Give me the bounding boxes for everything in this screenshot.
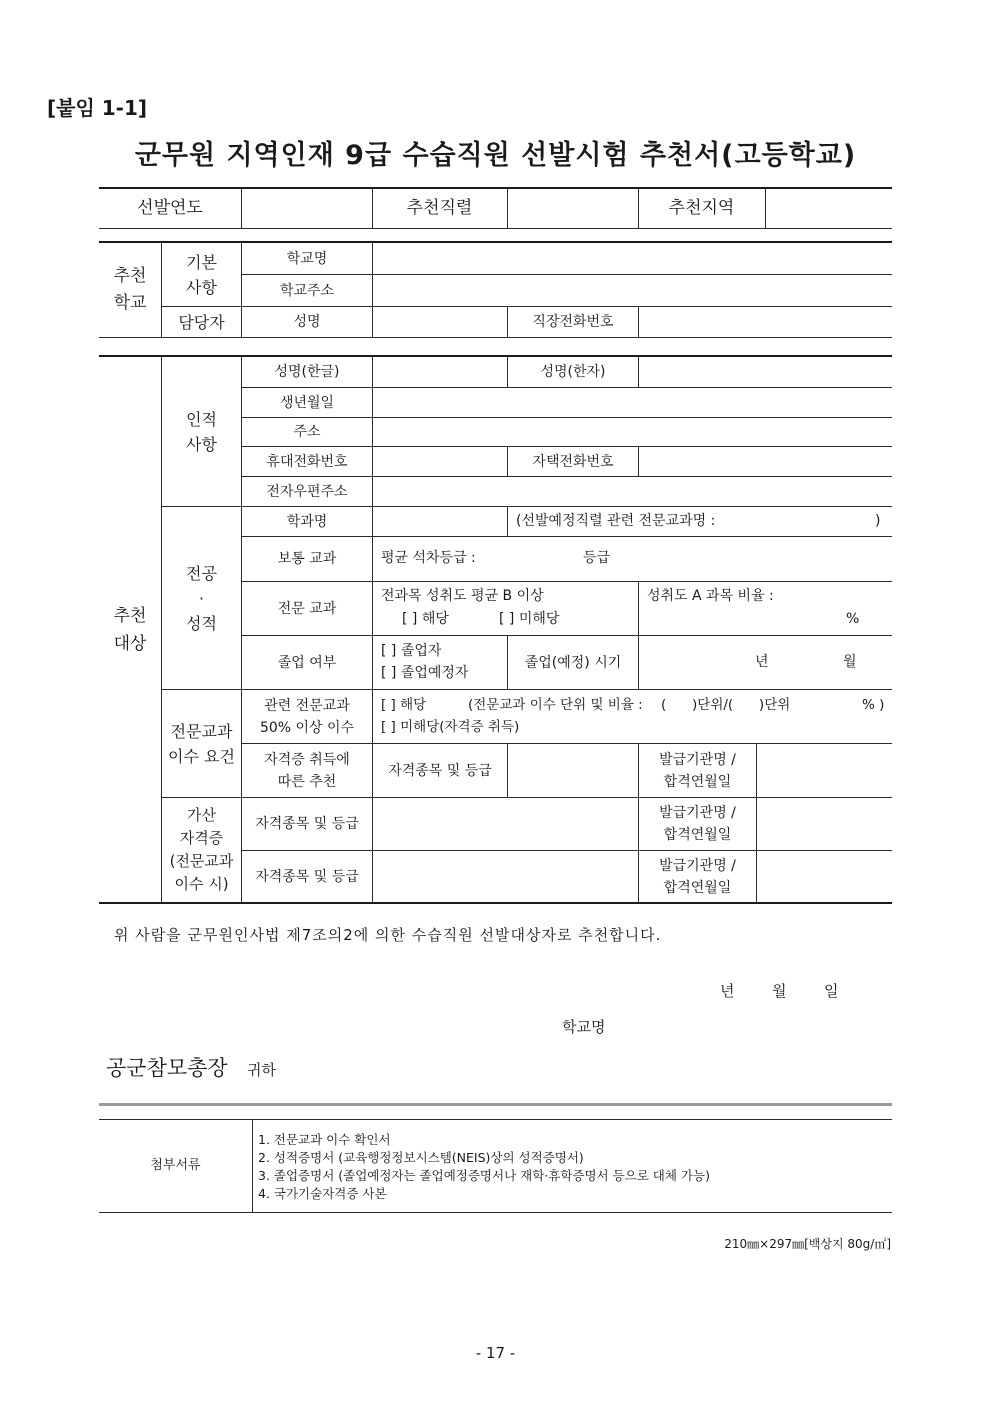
name-hanja-value (639, 357, 892, 387)
completion-not-applicable-checkbox: [ ] 미해당(자격증 취득) (381, 719, 520, 735)
completion-percent-text: % ) (862, 697, 885, 713)
candidate-table-bottom-rule (99, 902, 892, 904)
expected-graduate-checkbox: [ ] 졸업예정자 (381, 665, 469, 681)
average-rank-label: 평균 석차등급 : (381, 550, 476, 566)
related-subject-prefix: (선발예정직렬 관련 전문교과명 : (516, 513, 716, 529)
birth-date-value (373, 388, 892, 417)
bonus-certificate-issuer-value (757, 798, 892, 850)
recommending-school-section-label: 추천 학교 (113, 266, 147, 313)
vocational-completion-label: 전문교과 이수 요건 (168, 721, 235, 766)
attachments-table-bottom-rule (99, 1212, 892, 1213)
attachment-item: 4. 국가기술자격증 사본 (258, 1186, 387, 1201)
school-name-label: 학교명 (286, 250, 328, 267)
office-phone-label: 직장전화번호 (532, 314, 614, 330)
attachments-table-divider (252, 1120, 253, 1212)
addressee-name: 공군참모총장 (106, 1056, 228, 1080)
name-korean-label: 성명(한글) (274, 364, 340, 380)
recommended-series-label: 추천직렬 (406, 198, 473, 218)
recommended-series-value (508, 189, 638, 228)
graduation-date-label: 졸업(예정) 시기 (524, 654, 622, 671)
attachment-item: 1. 전문교과 이수 확인서 (258, 1132, 391, 1147)
certificate-type-value (508, 744, 638, 797)
mobile-phone-label: 휴대전화번호 (266, 453, 348, 470)
name-korean-value (373, 357, 507, 387)
related-subject-suffix: ) (875, 513, 881, 529)
bonus-certificate-type-label: 자격종목 및 등급 (255, 816, 359, 832)
graduation-status-label: 졸업 여부 (277, 654, 337, 671)
attachments-separator (99, 1103, 892, 1106)
paper-spec: 210㎜×297㎜[백상지 80g/㎡] (724, 1237, 891, 1251)
personal-info-label: 인적 사항 (186, 409, 217, 454)
major-grades-label: 전공 · 성적 (186, 563, 217, 633)
recommended-region-label: 추천지역 (668, 198, 735, 218)
page-number: - 17 - (475, 1344, 516, 1362)
header-table-bottom-rule (99, 228, 892, 229)
date-month: 월 (772, 982, 787, 1000)
completion-applicable-checkbox: [ ] 해당 (381, 697, 427, 713)
name-hanja-label: 성명(한자) (540, 364, 606, 380)
completion-detail-text: (전문교과 이수 단위 및 비율 : (468, 697, 643, 713)
candidate-table-divider (507, 506, 508, 536)
certificate-issuer-label: 발급기관명 / 합격연월일 (659, 751, 736, 790)
recommendation-statement: 위 사람을 군무원인사법 제7조의2에 의한 수습직원 선발대상자로 추천합니다. (114, 926, 662, 944)
selection-year-value (242, 189, 372, 228)
home-phone-value (639, 447, 892, 476)
office-phone-value (639, 307, 892, 337)
achievement-not-applicable-checkbox: [ ] 미해당 (499, 611, 560, 627)
contact-person-label: 담당자 (178, 312, 225, 332)
addressee-honorific: 귀하 (247, 1061, 276, 1079)
achievement-applicable-checkbox: [ ] 해당 (402, 611, 449, 627)
bonus-certificate-type-label: 자격종목 및 등급 (255, 868, 359, 885)
completion-requirement-label: 관련 전문교과 50% 이상 이수 (259, 697, 355, 736)
achievement-criterion: 전과목 성취도 평균 B 이상 (381, 588, 544, 604)
email-label: 전자우편주소 (266, 483, 348, 500)
bonus-certificate-issuer-label: 발급기관명 / 합격연월일 (659, 857, 736, 896)
form-title: 군무원 지역인재 9급 수습직원 선발시험 추천서(고등학교) (134, 140, 857, 171)
contact-name-value (373, 307, 507, 337)
department-value (373, 507, 507, 536)
school-address-value (373, 275, 892, 306)
contact-name-label: 성명 (293, 314, 321, 330)
graduation-month-unit: 월 (843, 654, 857, 670)
graduate-checkbox: [ ] 졸업자 (381, 643, 442, 659)
birth-date-label: 생년월일 (279, 394, 335, 411)
candidate-table-divider (638, 581, 639, 689)
mobile-phone-value (373, 447, 507, 476)
bonus-certificate-issuer-value (757, 851, 892, 902)
candidate-section-label: 추천 대상 (113, 605, 147, 654)
basic-info-label: 기본 사항 (186, 252, 217, 297)
attachment-item: 2. 성적증명서 (교육행정정보시스템(NEIS)상의 성적증명서) (258, 1150, 584, 1165)
attachment-label: [붙임 1-1] (47, 96, 148, 120)
bonus-certificate-label: 가산 자격증 (전문교과 이수 시) (169, 806, 234, 893)
school-name-value (373, 243, 892, 274)
certificate-issuer-value (757, 744, 892, 797)
date-year: 년 (720, 982, 735, 1000)
bonus-certificate-type-value (373, 851, 638, 902)
date-day: 일 (824, 982, 839, 1000)
attachments-label: 첨부서류 (150, 1158, 201, 1173)
certificate-recommendation-label: 자격증 취득에 따른 추천 (264, 751, 350, 790)
general-subject-label: 보통 교과 (277, 551, 337, 567)
certificate-type-label: 자격종목 및 등급 (388, 762, 492, 779)
completion-units-text: ( )단위/( )단위 (661, 697, 791, 713)
address-value (373, 418, 892, 446)
address-label: 주소 (293, 424, 321, 440)
bonus-certificate-type-value (373, 798, 638, 850)
a-grade-ratio-label: 성취도 A 과목 비율 : (647, 588, 774, 604)
email-value (373, 477, 892, 506)
school-table-bottom-rule (99, 337, 892, 338)
vocational-subject-label: 전문 교과 (277, 600, 337, 617)
signature-school-name-label: 학교명 (562, 1018, 606, 1036)
rank-unit: 등급 (583, 550, 611, 566)
selection-year-label: 선발연도 (137, 198, 203, 218)
attachment-item: 3. 졸업증명서 (졸업예정자는 졸업예정증명서나 재학·휴학증명서 등으로 대체 가능) (258, 1168, 710, 1183)
school-address-label: 학교주소 (279, 282, 335, 299)
bonus-certificate-issuer-label: 발급기관명 / 합격연월일 (659, 805, 736, 843)
department-label: 학과명 (286, 513, 328, 530)
graduation-year-unit: 년 (755, 654, 769, 670)
a-grade-ratio-percent: % (846, 611, 860, 627)
home-phone-label: 자택전화번호 (532, 453, 614, 470)
recommended-region-value (766, 189, 892, 228)
